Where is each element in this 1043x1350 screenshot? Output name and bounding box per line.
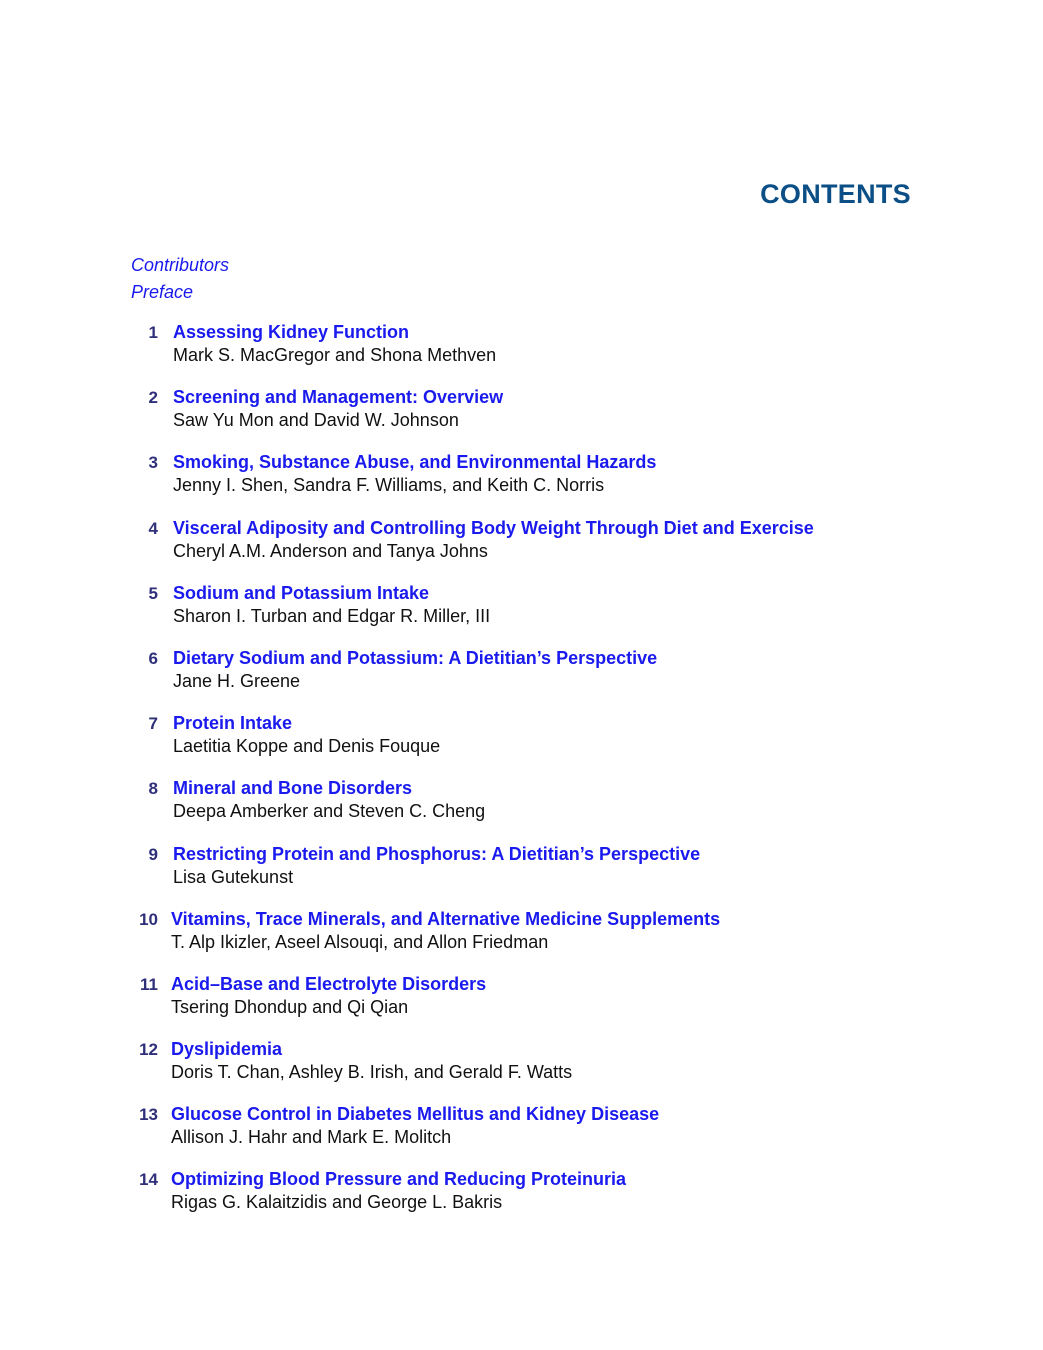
chapter-entry-13 — [0, 1102, 1043, 1167]
chapter-entry-1 — [0, 320, 1043, 385]
chapter-list — [0, 320, 1043, 1233]
page-title: CONTENTS — [760, 179, 911, 210]
chapter-authors: Saw Yu Mon and David W. Johnson — [173, 410, 459, 431]
chapter-title-link[interactable]: Protein Intake — [173, 713, 293, 734]
preface-link[interactable]: Preface — [131, 282, 194, 302]
chapter-number: 9 — [148, 844, 158, 864]
chapter-number: 4 — [148, 518, 158, 538]
chapter-title-link[interactable]: Sodium and Potassium Intake — [173, 582, 430, 603]
chapter-authors: Lisa Gutekunst — [173, 866, 294, 887]
chapter-entry-9 — [0, 842, 1043, 907]
contributors-link[interactable]: Contributors — [131, 255, 230, 275]
chapter-number: 14 — [139, 1170, 158, 1190]
chapter-authors: Cheryl A.M. Anderson and Tanya Johns — [173, 540, 488, 561]
chapter-entry-5 — [0, 581, 1043, 646]
chapter-number: 1 — [148, 323, 158, 342]
chapter-number: 10 — [139, 909, 158, 929]
chapter-entry-4 — [0, 516, 1043, 581]
chapter-number: 6 — [148, 648, 158, 668]
chapter-number: 11 — [140, 974, 158, 994]
chapter-number: 7 — [148, 714, 158, 734]
chapter-entry-6 — [0, 646, 1043, 711]
front-matter-links — [131, 252, 229, 306]
chapter-authors: Laetitia Koppe and Denis Fouque — [173, 736, 441, 757]
chapter-title-link[interactable]: Vitamins, Trace Minerals, and Alternative Medicine Supplements — [171, 908, 721, 929]
chapter-number: 8 — [148, 779, 158, 799]
chapter-number: 3 — [148, 453, 158, 473]
chapter-entry-8 — [0, 776, 1043, 841]
chapter-authors: Deepa Amberker and Steven C. Cheng — [173, 801, 486, 822]
chapter-entry-7 — [0, 711, 1043, 776]
chapter-authors: Mark S. MacGregor and Shona Methven — [173, 345, 497, 365]
chapter-title-link[interactable]: Acid–Base and Electrolyte Disorders — [171, 973, 487, 994]
chapter-number: 12 — [139, 1040, 158, 1060]
chapter-title-link[interactable]: Dietary Sodium and Potassium: A Dietitian’s Perspective — [173, 647, 658, 668]
chapter-entry-11 — [0, 972, 1043, 1037]
chapter-title-link[interactable]: Restricting Protein and Phosphorus: A Dietitian’s Perspective — [173, 843, 701, 864]
chapter-title-link[interactable]: Screening and Management: Overview — [173, 387, 504, 408]
chapter-title-link[interactable]: Smoking, Substance Abuse, and Environmental Hazards — [173, 452, 657, 473]
chapter-authors: Allison J. Hahr and Mark E. Molitch — [171, 1127, 452, 1148]
chapter-entry-2 — [0, 385, 1043, 450]
chapter-title-link[interactable]: Dyslipidemia — [171, 1039, 283, 1060]
chapter-title-link[interactable]: Mineral and Bone Disorders — [173, 778, 413, 799]
chapter-authors: T. Alp Ikizler, Aseel Alsouqi, and Allon Friedman — [171, 931, 549, 952]
chapter-authors: Jane H. Greene — [173, 670, 301, 691]
chapter-entry-10 — [0, 907, 1043, 972]
chapter-entry-12 — [0, 1037, 1043, 1102]
chapter-title-link[interactable]: Visceral Adiposity and Controlling Body Weight Through Diet and Exercise — [173, 517, 814, 538]
chapter-title-link[interactable]: Optimizing Blood Pressure and Reducing Proteinuria — [171, 1169, 627, 1190]
chapter-entry-14 — [0, 1167, 1043, 1232]
chapter-number: 2 — [148, 388, 158, 408]
chapter-number: 5 — [148, 583, 158, 603]
chapter-title-link[interactable]: Assessing Kidney Function — [173, 322, 410, 342]
chapter-authors: Doris T. Chan, Ashley B. Irish, and Gerald F. Watts — [171, 1062, 573, 1083]
chapter-authors: Rigas G. Kalaitzidis and George L. Bakris — [171, 1192, 503, 1213]
chapter-authors: Sharon I. Turban and Edgar R. Miller, III — [173, 605, 491, 626]
chapter-authors: Jenny I. Shen, Sandra F. Williams, and Keith C. Norris — [173, 475, 605, 496]
chapter-authors: Tsering Dhondup and Qi Qian — [171, 996, 409, 1017]
chapter-entry-3 — [0, 450, 1043, 515]
chapter-title-link[interactable]: Glucose Control in Diabetes Mellitus and Kidney Disease — [171, 1104, 660, 1125]
chapter-number: 13 — [139, 1105, 158, 1125]
